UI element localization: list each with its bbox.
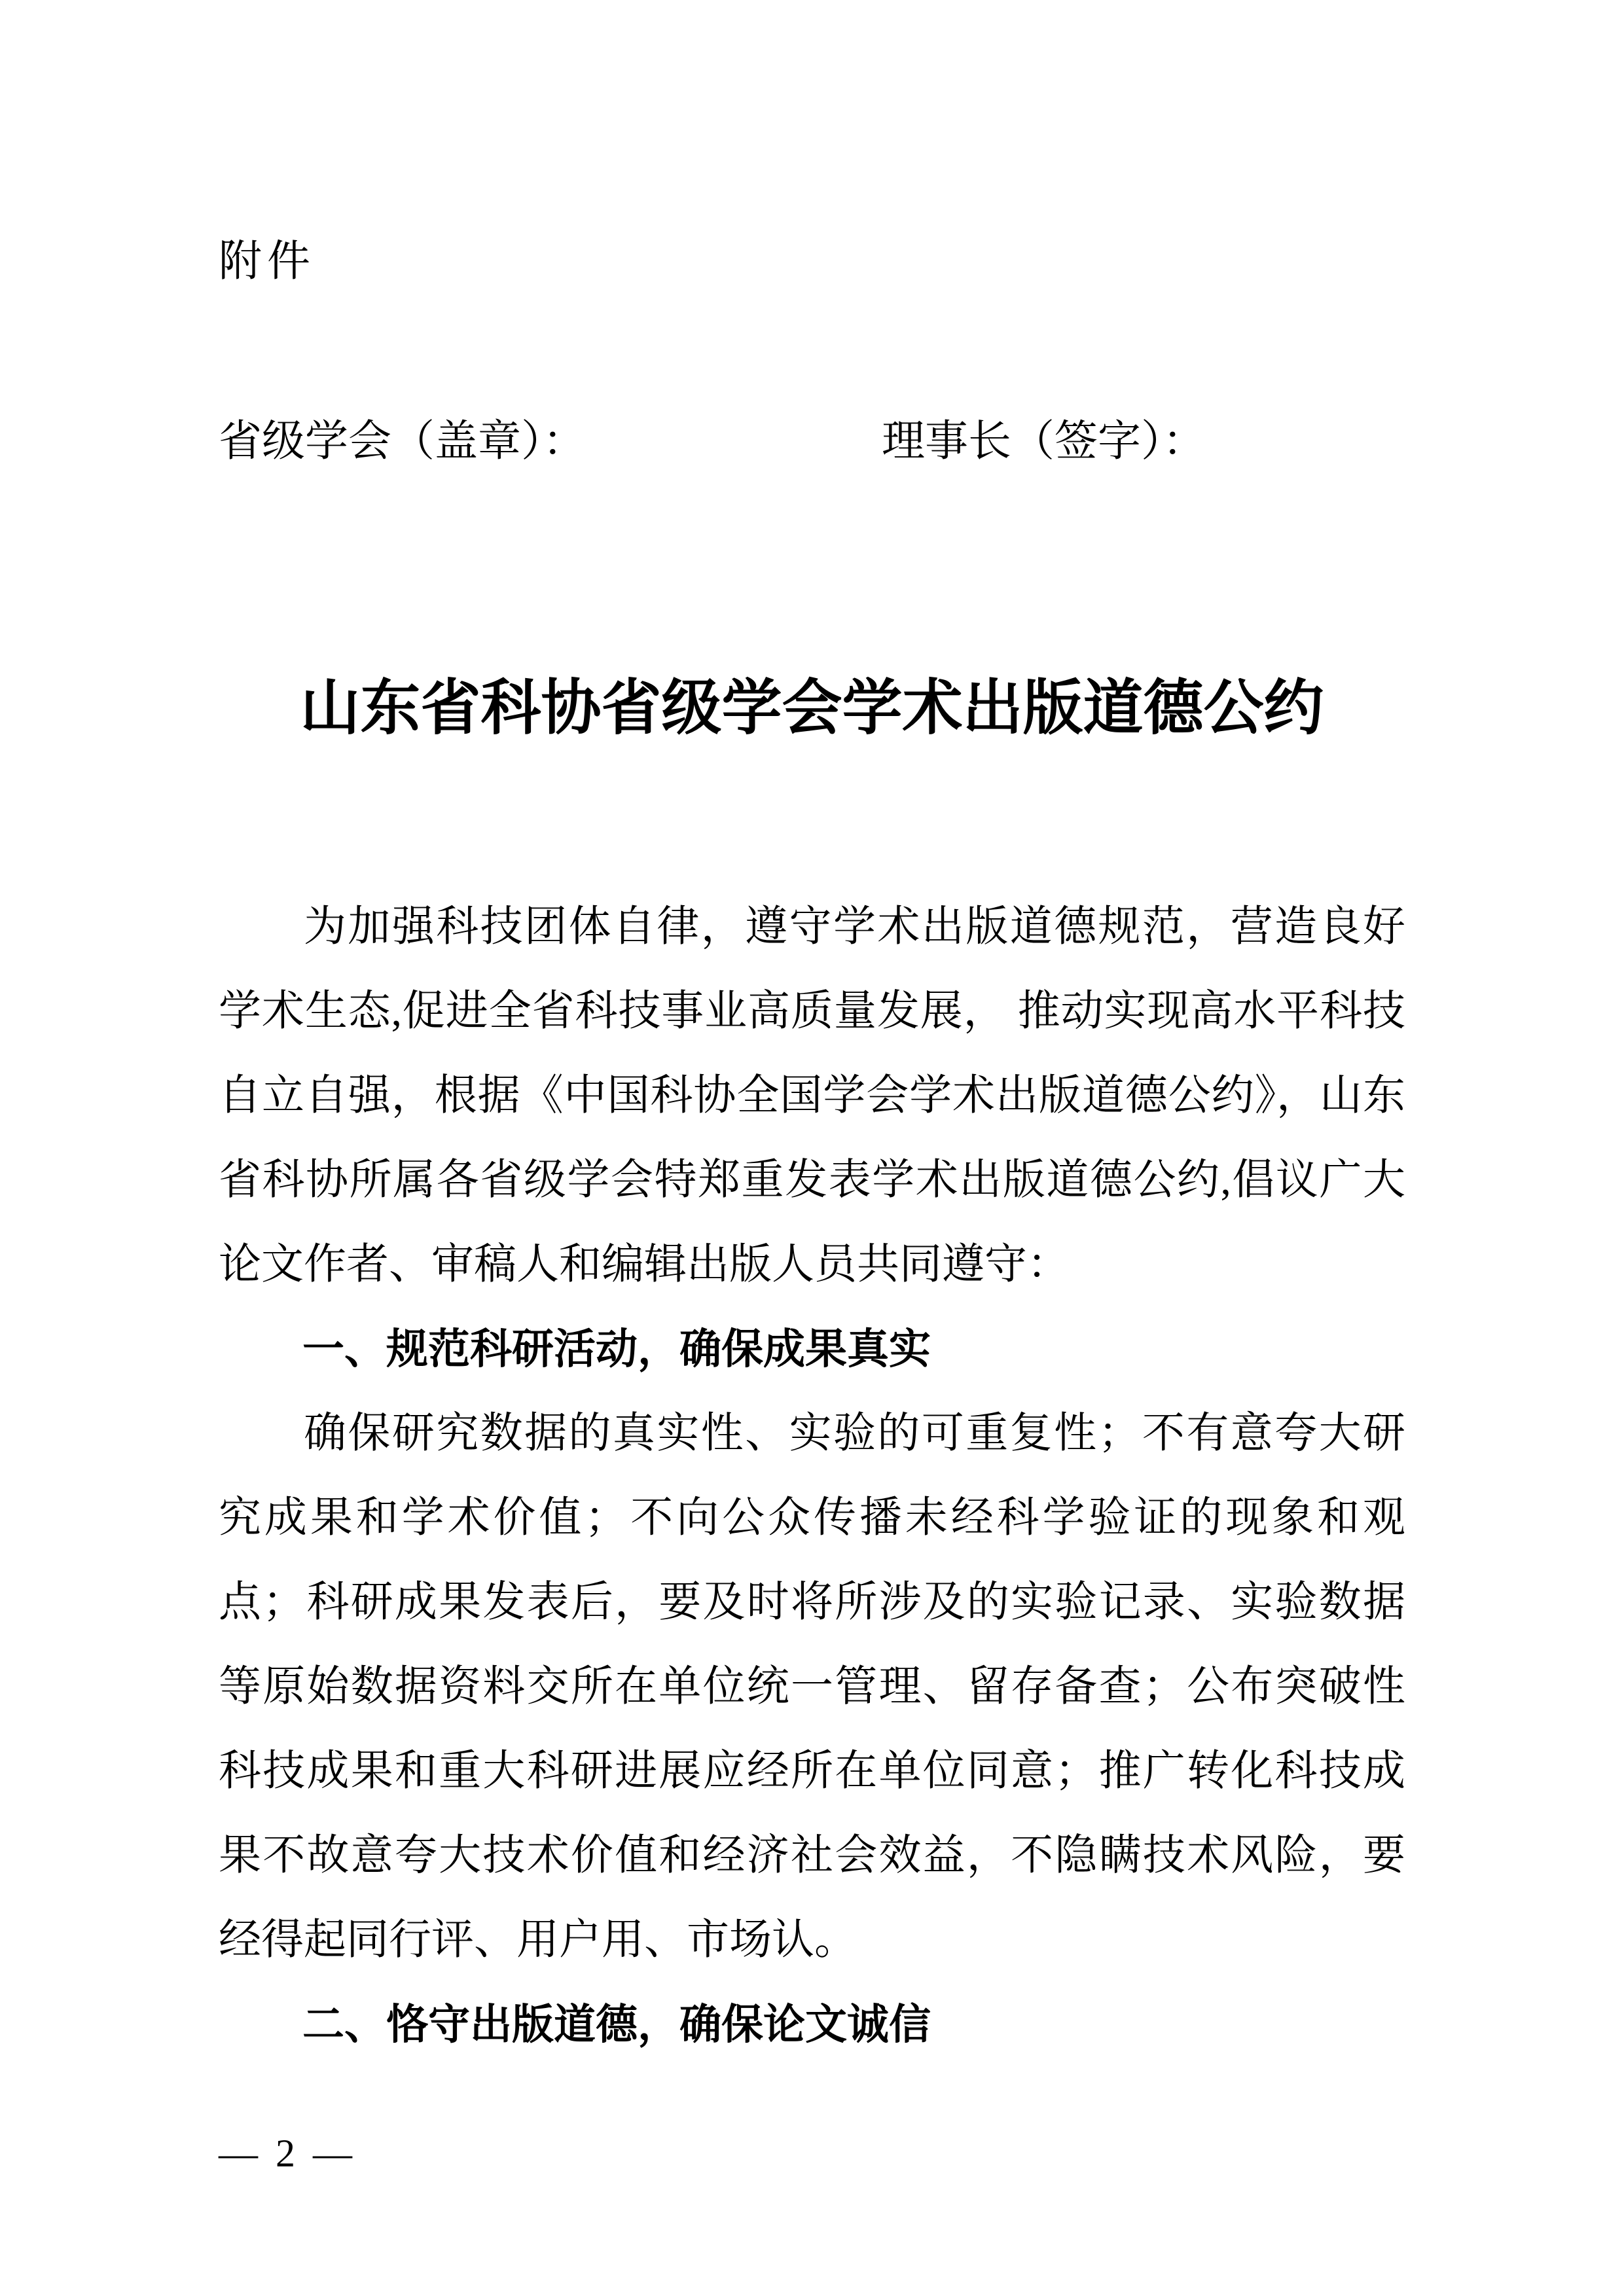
body-paragraph-1: 为加强科技团体自律，遵守学术出版道德规范，营造良好学术生态,促进全省科技事业高质量发展， 推动实现高水平科技自立自强，根据《中国科协全国学会学术出版道德公约》，山东省科协所属各省级学会特郑重发表学术出版道德公约,倡议广大论文作者、审稿人和编辑出版人员共同遵守： (219, 903, 1405, 1288)
section-heading-1: 一、规范科研活动，确保成果真实 (302, 1325, 931, 1372)
page-number: — 2 — (219, 2132, 352, 2175)
body-paragraph-2: 确保研究数据的真实性、实验的可重复性；不有意夸大研究成果和学术价值；不向公众传播未经科学验证的现象和观点；科研成果发表后，要及时将所涉及的实验记录、实验数据等原始数据资料交所在单位统一管理、留存备查；公布突破性科技成果和重大科研进展应经所在单位同意；推广转化科技成果不故意夸大技术价值和经济社会效益，不隐瞒技术风险，要经得起同行评、用户用、市场认。 (219, 1410, 1405, 1964)
signature-line (219, 416, 1405, 468)
president-signature-label: 理事长（签字）： (882, 418, 1206, 465)
document-body (219, 885, 1405, 2067)
attachment-label: 附件 (219, 238, 316, 285)
section-heading-2: 二、恪守出版道德，确保论文诚信 (302, 2001, 931, 2048)
document-title: 山东省科协省级学会学术出版道德公约 (300, 675, 1324, 742)
society-seal-label: 省级学会（盖章）： (219, 418, 586, 465)
